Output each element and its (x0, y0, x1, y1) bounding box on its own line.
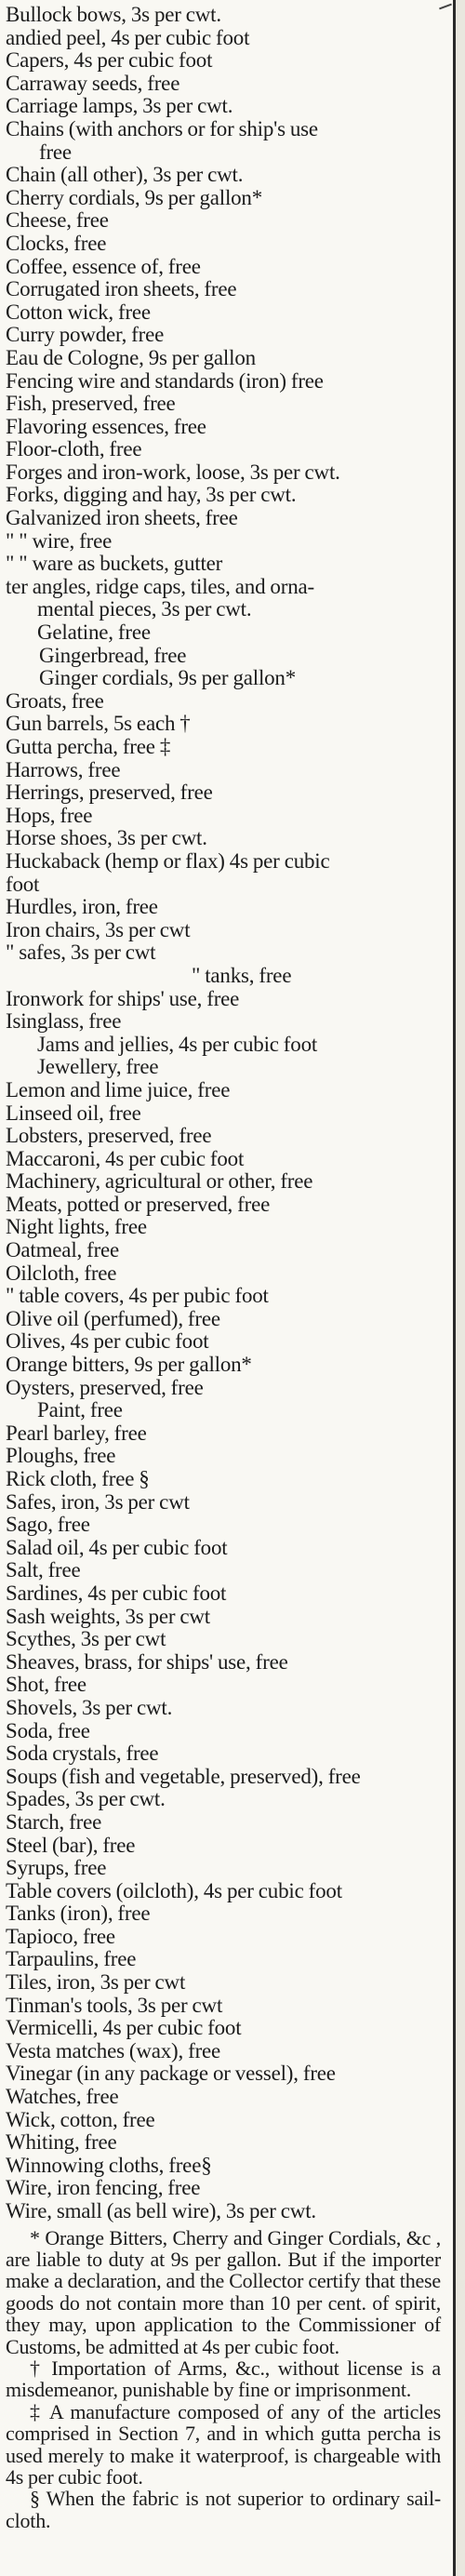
list-item: Salt, free (6, 1558, 81, 1582)
list-item: Fencing wire and standards (iron) free (6, 368, 324, 393)
list-item: " " wire, free (6, 528, 113, 553)
list-item: Cherry cordials, 9s per gallon* (6, 185, 263, 209)
column-rule (453, 0, 456, 2576)
list-item: Hops, free (6, 803, 93, 827)
list-item: Machinery, agricultural or other, free (6, 1169, 313, 1194)
list-item: Vesta matches (wax), free (6, 2038, 221, 2062)
list-item: Flavoring essences, free (6, 414, 206, 438)
list-item: " table covers, 4s per pubic foot (6, 1284, 269, 1308)
list-item: Watches, free (6, 2085, 119, 2109)
list-item: Huckaback (hemp or flax) 4s per cubic (6, 848, 330, 873)
list-item: Tiles, iron, 3s per cwt (6, 1970, 186, 1995)
list-item: Wick, cotton, free (6, 2107, 155, 2131)
list-item: andied peel, 4s per cubic foot (6, 25, 250, 49)
corner-mark (439, 4, 452, 10)
list-item: Soda crystals, free (6, 1742, 159, 1766)
list-item: Spades, 3s per cwt. (6, 1787, 166, 1811)
list-item: foot (6, 872, 40, 896)
list-item: Gutta percha, free ‡ (6, 735, 171, 758)
list-item: Tarpaulins, free (6, 1947, 137, 1971)
list-item: Sheaves, brass, for ships' use, free (6, 1649, 288, 1674)
page-edge-strip (456, 0, 465, 2576)
list-item-continuation: Ginger cordials, 9s per gallon* (39, 666, 297, 690)
list-item: Eau de Cologne, 9s per gallon (6, 345, 256, 369)
list-item: Gun barrels, 5s each † (6, 712, 191, 736)
list-item: Galvanized iron sheets, free (6, 506, 238, 530)
footnote-gutta-percha: ‡ A manufacture composed of any of the articles comprised in Section 7, and in which gutta percha is used merely to make it waterproof, is chargeable with 4s per cubic foot. (6, 2399, 441, 2489)
list-item: Shot, free (6, 1673, 86, 1697)
list-item-continuation: " tanks, free (192, 963, 292, 987)
list-item: Sardines, 4s per cubic foot (6, 1581, 227, 1605)
list-item: Olives, 4s per cubic foot (6, 1329, 209, 1354)
list-item: Fish, preserved, free (6, 392, 176, 416)
list-item: Syrups, free (6, 1856, 107, 1880)
list-item: Carriage lamps, 3s per cwt. (6, 94, 233, 118)
footnote-orange-bitters: * Orange Bitters, Cherry and Ginger Cordials, &c , are liable to duty at 9s per gallon. But if the importer make a declaration, and the Collector certify that these goods do not contain more than 10 per cent. of spirit, they may, upon application to the Commissioner of Customs, be admitted at 4s per cubic foot. (6, 2225, 441, 2358)
list-item-sub: mental pieces, 3s per cwt. (37, 597, 252, 621)
list-item: Oysters, preserved, free (6, 1375, 204, 1399)
list-item: Oilcloth, free (6, 1261, 117, 1285)
list-item: ter angles, ridge caps, tiles, and orna- (6, 574, 314, 598)
list-item: Cotton wick, free (6, 300, 151, 324)
list-item: Horse shoes, 3s per cwt. (6, 826, 207, 850)
list-item-sub: Jewellery, free (37, 1055, 159, 1079)
list-item: Chain (all other), 3s per cwt. (6, 163, 244, 187)
list-item: Olive oil (perfumed), free (6, 1306, 220, 1330)
list-item-sub: Jams and jellies, 4s per cubic foot (37, 1032, 318, 1056)
list-item: Carraway seeds, free (6, 71, 180, 95)
list-item: Vinegar (in any package or vessel), free (6, 2062, 336, 2086)
list-item: Soda, free (6, 1718, 90, 1742)
list-item: Ironwork for ships' use, free (6, 986, 240, 1010)
list-item: Sago, free (6, 1513, 90, 1537)
list-item-sub: Paint, free (37, 1398, 123, 1422)
list-item-continuation: free (39, 140, 72, 164)
list-item: Whiting, free (6, 2130, 117, 2155)
list-item: Corrugated iron sheets, free (6, 277, 237, 301)
list-item: Lobsters, preserved, free (6, 1124, 212, 1148)
list-item: Forges and iron-work, loose, 3s per cwt. (6, 460, 340, 484)
list-item: Safes, iron, 3s per cwt (6, 1489, 190, 1514)
list-item: Hurdles, iron, free (6, 895, 158, 919)
list-item: Meats, potted or preserved, free (6, 1192, 271, 1216)
list-item: " " ware as buckets, gutter (6, 552, 223, 576)
list-item: Ploughs, free (6, 1444, 116, 1468)
list-item-continuation: Gingerbread, free (39, 643, 187, 667)
list-item: Harrows, free (6, 757, 121, 781)
list-item: Groats, free (6, 688, 104, 713)
list-item: Coffee, essence of, free (6, 254, 201, 278)
list-item: Cheese, free (6, 208, 109, 233)
footnote-sail-cloth: § When the fabric is not superior to ordinary sail-cloth. (6, 2487, 441, 2532)
list-item: Pearl barley, free (6, 1421, 147, 1445)
list-item: Salad oil, 4s per cubic foot (6, 1535, 228, 1559)
list-item: Forks, digging and hay, 3s per cwt. (6, 483, 297, 507)
list-item: Tapioco, free (6, 1924, 115, 1948)
list-item: Linseed oil, free (6, 1101, 141, 1125)
list-item: Isinglass, free (6, 1009, 122, 1034)
list-item: Bullock bows, 3s per cwt. (6, 3, 221, 26)
list-item: Tanks (iron), free (6, 1902, 151, 1926)
list-item: Wire, small (as bell wire), 3s per cwt. (6, 2199, 316, 2222)
list-item: Night lights, free (6, 1215, 147, 1239)
list-item: Orange bitters, 9s per gallon* (6, 1353, 252, 1377)
list-item: Winnowing cloths, free§ (6, 2153, 212, 2177)
list-item: Oatmeal, free (6, 1238, 120, 1262)
list-item: Starch, free (6, 1809, 102, 1834)
list-item: Curry powder, free (6, 323, 165, 347)
list-item: Vermicelli, 4s per cubic foot (6, 2016, 242, 2040)
list-item: " safes, 3s per cwt (6, 941, 156, 965)
list-item: Sash weights, 3s per cwt (6, 1604, 210, 1628)
tariff-column (6, 4, 441, 2531)
list-item: Steel (bar), free (6, 1833, 136, 1857)
list-item: Tinman's tools, 3s per cwt (6, 1993, 223, 2017)
list-item: Soups (fish and vegetable, preserved), free (6, 1764, 361, 1788)
list-item: Maccaroni, 4s per cubic foot (6, 1146, 245, 1170)
list-item: Clocks, free (6, 231, 107, 255)
list-item: Capers, 4s per cubic foot (6, 48, 213, 73)
list-item: Scythes, 3s per cwt (6, 1627, 166, 1651)
list-item: Lemon and lime juice, free (6, 1077, 231, 1101)
list-item: Iron chairs, 3s per cwt (6, 917, 191, 941)
list-item: Herrings, preserved, free (6, 781, 213, 805)
list-item: Table covers (oilcloth), 4s per cubic foot (6, 1878, 342, 1902)
list-item: Chains (with anchors or for ship's use (6, 116, 318, 140)
footnotes (6, 2227, 441, 2532)
list-item: Floor-cloth, free (6, 437, 142, 461)
list-item: Rick cloth, free § (6, 1467, 150, 1490)
footnote-arms: † Importation of Arms, &c., without license is a misdemeanor, punishable by fine or imprisonment. (6, 2356, 441, 2402)
list-item-sub: Gelatine, free (37, 621, 151, 645)
list-item: Wire, iron fencing, free (6, 2176, 201, 2200)
list-item: Shovels, 3s per cwt. (6, 1695, 173, 1719)
